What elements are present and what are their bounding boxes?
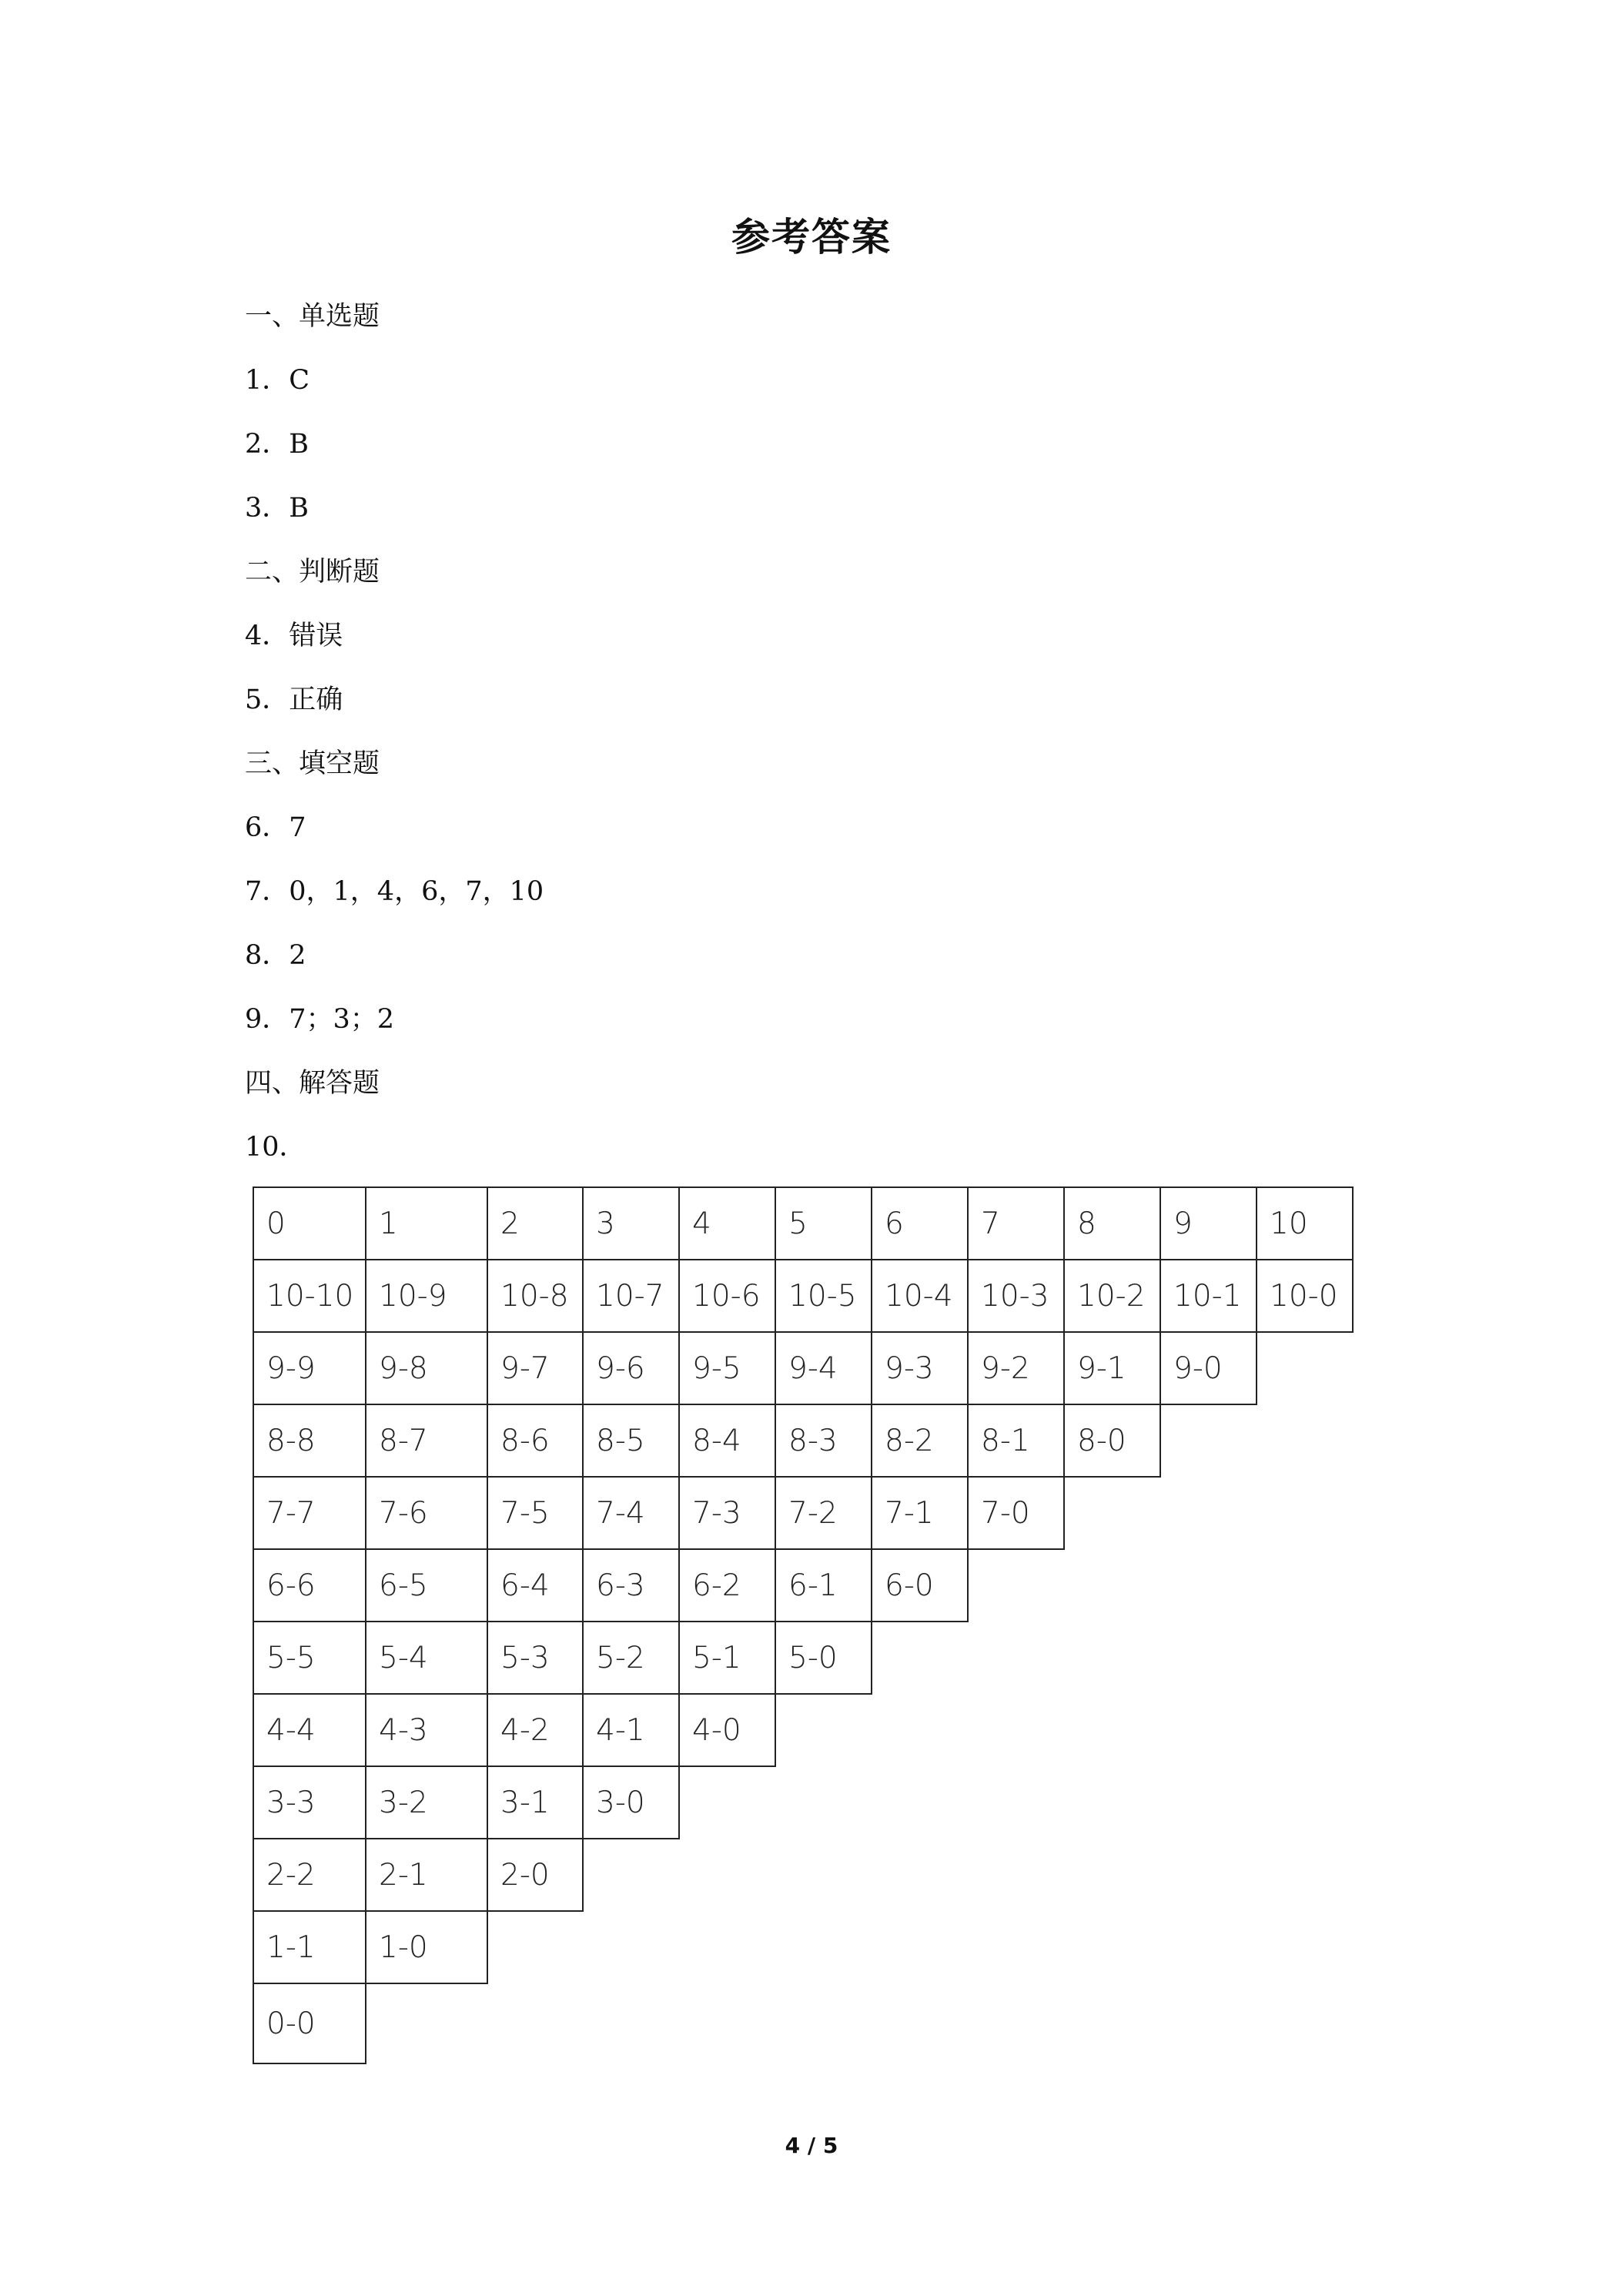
table-cell: 7-3 — [678, 1476, 776, 1550]
table-cell: 9-2 — [967, 1331, 1065, 1405]
table-cell: 10-3 — [967, 1259, 1065, 1333]
table-cell: 8 — [1063, 1186, 1161, 1260]
table-cell: 8-2 — [871, 1404, 969, 1478]
table-cell: 1 — [365, 1186, 488, 1260]
section-heading-single-choice: 一、单选题 — [245, 301, 380, 332]
table-cell: 6 — [871, 1186, 969, 1260]
table-cell: 9-7 — [487, 1331, 584, 1405]
table-cell: 5-2 — [582, 1621, 680, 1695]
table-cell: 3-0 — [582, 1766, 680, 1839]
answer-5: 5．正确 — [245, 684, 343, 715]
table-cell: 7-0 — [967, 1476, 1065, 1550]
table-cell: 5-0 — [775, 1621, 872, 1695]
section-heading-true-false: 二、判断题 — [245, 557, 380, 587]
table-cell: 10-1 — [1160, 1259, 1257, 1333]
table-cell: 1-0 — [365, 1910, 488, 1984]
answer-3: 3．B — [245, 493, 309, 524]
table-cell: 4-3 — [365, 1693, 488, 1767]
table-cell: 2 — [487, 1186, 584, 1260]
table-cell: 5-3 — [487, 1621, 584, 1695]
table-cell: 8-8 — [253, 1404, 366, 1478]
table-cell: 3 — [582, 1186, 680, 1260]
table-cell: 7-1 — [871, 1476, 969, 1550]
table-cell: 4-4 — [253, 1693, 366, 1767]
table-cell: 6-1 — [775, 1548, 872, 1622]
page-title: 参考答案 — [731, 215, 892, 259]
answer-9: 9．7；3；2 — [245, 1004, 395, 1035]
table-cell: 6-4 — [487, 1548, 584, 1622]
table-cell: 9-5 — [678, 1331, 776, 1405]
answer-8: 8．2 — [245, 940, 306, 971]
table-cell: 5-1 — [678, 1621, 776, 1695]
table-cell: 2-1 — [365, 1838, 488, 1912]
page-number: 4 / 5 — [785, 2133, 838, 2158]
table-cell: 2-2 — [253, 1838, 366, 1912]
table-cell: 6-2 — [678, 1548, 776, 1622]
table-cell: 7-6 — [365, 1476, 488, 1550]
table-cell: 5-4 — [365, 1621, 488, 1695]
answer-6: 6．7 — [245, 812, 306, 843]
table-cell: 4 — [678, 1186, 776, 1260]
table-cell: 8-5 — [582, 1404, 680, 1478]
table-cell: 8-0 — [1063, 1404, 1161, 1478]
section-heading-solve: 四、解答题 — [245, 1068, 380, 1099]
answer-1: 1．C — [245, 365, 310, 396]
table-cell: 9-6 — [582, 1331, 680, 1405]
table-cell: 10-0 — [1256, 1259, 1354, 1333]
table-cell: 8-1 — [967, 1404, 1065, 1478]
table-cell: 6-0 — [871, 1548, 969, 1622]
table-cell: 8-3 — [775, 1404, 872, 1478]
answer-4: 4．错误 — [245, 621, 343, 651]
table-cell: 5 — [775, 1186, 872, 1260]
table-cell: 9-0 — [1160, 1331, 1257, 1405]
table-cell: 6-6 — [253, 1548, 366, 1622]
table-cell: 6-5 — [365, 1548, 488, 1622]
table-cell: 7-4 — [582, 1476, 680, 1550]
table-cell: 3-2 — [365, 1766, 488, 1839]
table-cell: 0-0 — [253, 1983, 366, 2064]
table-cell: 2-0 — [487, 1838, 584, 1912]
table-cell: 9-3 — [871, 1331, 969, 1405]
answer-10-label: 10． — [245, 1132, 306, 1163]
table-cell: 10-8 — [487, 1259, 584, 1333]
table-cell: 8-6 — [487, 1404, 584, 1478]
table-cell: 7 — [967, 1186, 1065, 1260]
table-cell: 4-2 — [487, 1693, 584, 1767]
table-cell: 8-4 — [678, 1404, 776, 1478]
table-cell: 1-1 — [253, 1910, 366, 1984]
table-cell: 10-10 — [253, 1259, 366, 1333]
table-cell: 7-5 — [487, 1476, 584, 1550]
table-cell: 10 — [1256, 1186, 1354, 1260]
table-cell: 6-3 — [582, 1548, 680, 1622]
table-cell: 8-7 — [365, 1404, 488, 1478]
table-cell: 4-0 — [678, 1693, 776, 1767]
table-cell: 7-2 — [775, 1476, 872, 1550]
table-cell: 3-1 — [487, 1766, 584, 1839]
table-cell: 5-5 — [253, 1621, 366, 1695]
table-cell: 3-3 — [253, 1766, 366, 1839]
table-cell: 9-8 — [365, 1331, 488, 1405]
table-cell: 10-4 — [871, 1259, 969, 1333]
table-cell: 7-7 — [253, 1476, 366, 1550]
table-cell: 9 — [1160, 1186, 1257, 1260]
table-cell: 10-9 — [365, 1259, 488, 1333]
table-cell: 4-1 — [582, 1693, 680, 1767]
section-heading-fill-in: 三、填空题 — [245, 748, 380, 779]
answer-2: 2．B — [245, 429, 309, 460]
table-cell: 10-2 — [1063, 1259, 1161, 1333]
table-cell: 10-7 — [582, 1259, 680, 1333]
answer-7: 7．0，1，4，6，7，10 — [245, 876, 544, 907]
table-cell: 9-9 — [253, 1331, 366, 1405]
table-cell: 10-6 — [678, 1259, 776, 1333]
table-cell: 0 — [253, 1186, 366, 1260]
table-cell: 10-5 — [775, 1259, 872, 1333]
table-cell: 9-1 — [1063, 1331, 1161, 1405]
table-cell: 9-4 — [775, 1331, 872, 1405]
